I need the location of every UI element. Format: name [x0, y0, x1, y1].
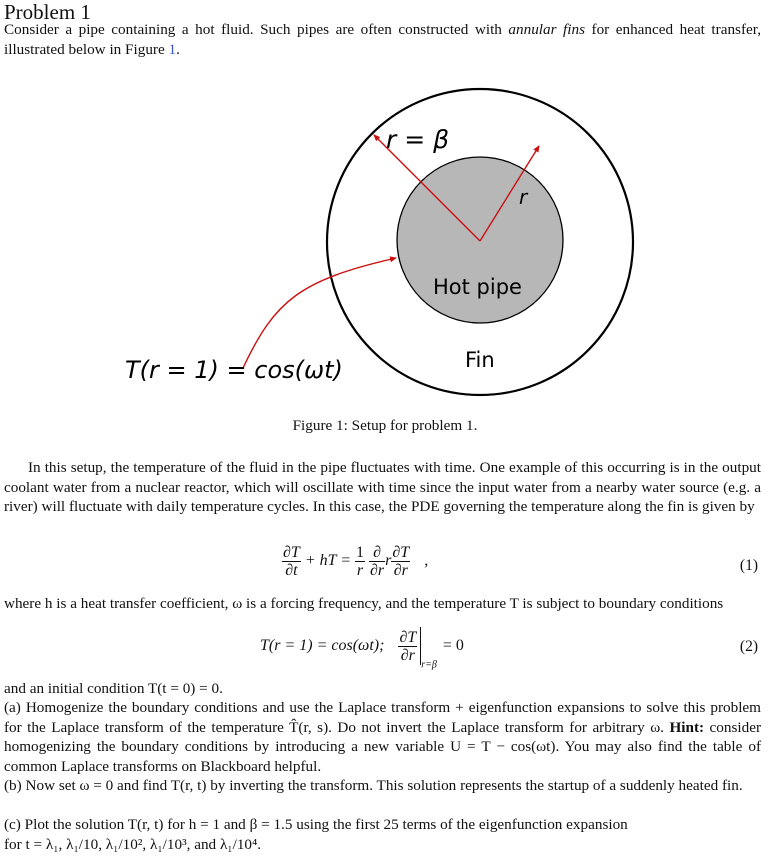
figure-reference-link[interactable]: 1 — [168, 40, 177, 58]
equation-1 — [282, 544, 428, 579]
paragraph-initial-condition: and an initial condition T(t = 0) = 0. — [4, 680, 223, 697]
part-a-text-2: consider homogenizing the boundary conditions by introducing a new variable U = T − cos(ωt). You may also find the table of common Laplace transforms on Blackboard helpful. — [4, 718, 761, 775]
eq1-plus-hT: + hT = — [304, 552, 352, 570]
eq2-lhs: T(r = 1) = cos(ωt); — [260, 637, 385, 654]
eq1-comma: , — [424, 552, 429, 570]
intro-end: . — [176, 40, 180, 58]
part-c-line-1: (c) Plot the solution T(r, t) for h = 1 and β = 1.5 using the first 25 terms of the eigenfunction expansion — [4, 816, 628, 833]
label-r-beta: r = β — [386, 125, 450, 154]
equation-2 — [260, 627, 464, 671]
intro-text: Consider a pipe containing a hot fluid. Such pipes are often constructed with — [4, 21, 509, 38]
label-fin: Fin — [465, 348, 495, 372]
eq2-rhs: = 0 — [442, 637, 464, 654]
label-r: r — [519, 185, 528, 209]
eq1-one-over-r: $\frac{1}{r}$ — [356, 544, 365, 579]
eq2-dT-dr: $\frac{\partial T}{\partial r}$ — [399, 628, 417, 664]
eq1-d-dr: $\frac{\partial}{\partial r}$ — [370, 544, 385, 579]
equation-1-number: (1) — [739, 557, 758, 574]
paragraph-where: where h is a heat transfer coefficient, ω is a forcing frequency, and the temperature T is subject to boundary conditions — [4, 595, 724, 612]
problem-title: Problem 1 — [4, 0, 91, 24]
part-b: (b) Now set ω = 0 and find T(r, t) by inverting the transform. This solution represents the startup of a suddenly heated fin. — [4, 777, 743, 794]
intro-emphasis: annular fins — [508, 21, 585, 38]
eq1-dT-dr: $\frac{\partial T}{\partial r}$ — [392, 544, 410, 579]
part-a-hint-label: Hint: — [669, 718, 705, 736]
eq1-r: r — [385, 552, 392, 570]
intro-text-2: for enhanced heat transfer, illustrated below in Figure — [4, 21, 761, 58]
figure-caption: Figure 1: Setup for problem 1. — [292, 417, 478, 434]
label-boundary-condition: T(r = 1) = cos(ωt) — [125, 356, 343, 384]
equation-2-number: (2) — [739, 638, 758, 655]
eq1-dT-dt: $\frac{\partial T}{\partial t}$ — [283, 544, 300, 579]
label-hot-pipe: Hot pipe — [433, 275, 522, 299]
part-a-text: (a) Homogenize the boundary conditions and use the Laplace transform + eigenfunction expansions to solve this problem for the Laplace transform of the temperature T̂(r, s). Do not invert the Laplace transform for arbitrary ω. — [4, 699, 761, 736]
part-a — [4, 698, 761, 776]
eq2-subscript: r=β — [421, 659, 437, 671]
paragraph-setup: In this setup, the temperature of the fluid in the pipe fluctuates with time. One example of this occurring is in the output coolant water from a nuclear reactor, which will oscillate with time since the input water from a nearby water source (e.g. a river) will fluctuate with daily temperature cycles. In this case, the PDE governing the temperature along the fin is given by — [4, 459, 761, 515]
part-c-line-2: for t = λ₁, λ₁/10, λ₁/10², λ₁/10³, and λ₁/10⁴. — [4, 835, 262, 853]
part-c — [4, 815, 761, 854]
annular-fin-figure — [0, 0, 770, 410]
